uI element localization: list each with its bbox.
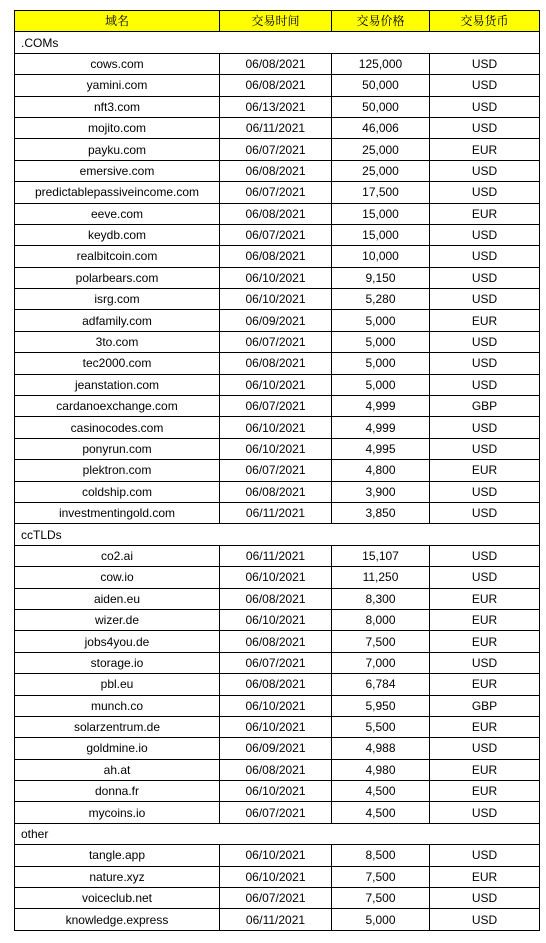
price-cell: 4,980 — [332, 759, 430, 780]
price-cell: 4,999 — [332, 396, 430, 417]
price-cell: 4,999 — [332, 417, 430, 438]
date-cell: 06/13/2021 — [220, 96, 332, 117]
table-row — [15, 224, 540, 245]
currency-cell: EUR — [430, 588, 540, 609]
domain-cell: jobs4you.de — [15, 631, 220, 652]
header-price: 交易价格 — [332, 11, 430, 32]
price-cell: 5,500 — [332, 716, 430, 737]
section-title: other — [15, 823, 540, 844]
date-cell: 06/08/2021 — [220, 203, 332, 224]
price-cell: 4,500 — [332, 781, 430, 802]
domain-cell: eeve.com — [15, 203, 220, 224]
table-row — [15, 417, 540, 438]
domain-cell: emersive.com — [15, 160, 220, 181]
domain-cell: goldmine.io — [15, 738, 220, 759]
table-row — [15, 866, 540, 887]
price-cell: 5,000 — [332, 353, 430, 374]
price-cell: 4,995 — [332, 438, 430, 459]
date-cell: 06/10/2021 — [220, 417, 332, 438]
date-cell: 06/08/2021 — [220, 75, 332, 96]
currency-cell: USD — [430, 438, 540, 459]
price-cell: 46,006 — [332, 117, 430, 138]
price-cell: 5,000 — [332, 331, 430, 352]
domain-cell: cow.io — [15, 567, 220, 588]
currency-cell: USD — [430, 374, 540, 395]
section-row — [15, 524, 540, 545]
price-cell: 6,784 — [332, 674, 430, 695]
table-row — [15, 674, 540, 695]
table-row — [15, 759, 540, 780]
price-cell: 7,500 — [332, 631, 430, 652]
table-row — [15, 567, 540, 588]
currency-cell: USD — [430, 224, 540, 245]
currency-cell: EUR — [430, 631, 540, 652]
currency-cell: EUR — [430, 139, 540, 160]
price-cell: 8,300 — [332, 588, 430, 609]
date-cell: 06/10/2021 — [220, 438, 332, 459]
price-cell: 5,000 — [332, 374, 430, 395]
table-row — [15, 545, 540, 566]
table-row — [15, 716, 540, 737]
table-row — [15, 460, 540, 481]
table-row — [15, 96, 540, 117]
table-row — [15, 631, 540, 652]
currency-cell: USD — [430, 289, 540, 310]
price-cell: 25,000 — [332, 139, 430, 160]
table-row — [15, 53, 540, 74]
table-row — [15, 203, 540, 224]
currency-cell: USD — [430, 246, 540, 267]
currency-cell: EUR — [430, 460, 540, 481]
date-cell: 06/07/2021 — [220, 182, 332, 203]
date-cell: 06/11/2021 — [220, 545, 332, 566]
table-row — [15, 182, 540, 203]
domain-cell: nft3.com — [15, 96, 220, 117]
currency-cell: USD — [430, 96, 540, 117]
price-cell: 50,000 — [332, 75, 430, 96]
currency-cell: EUR — [430, 759, 540, 780]
price-cell: 7,000 — [332, 652, 430, 673]
table-body — [15, 32, 540, 930]
currency-cell: USD — [430, 652, 540, 673]
price-cell: 5,280 — [332, 289, 430, 310]
currency-cell: USD — [430, 160, 540, 181]
date-cell: 06/07/2021 — [220, 396, 332, 417]
domain-cell: solarzentrum.de — [15, 716, 220, 737]
currency-cell: GBP — [430, 396, 540, 417]
domain-cell: nature.xyz — [15, 866, 220, 887]
domain-cell: predictablepassiveincome.com — [15, 182, 220, 203]
header-currency: 交易货币 — [430, 11, 540, 32]
domain-cell: payku.com — [15, 139, 220, 160]
table-row — [15, 139, 540, 160]
currency-cell: EUR — [430, 674, 540, 695]
price-cell: 15,107 — [332, 545, 430, 566]
currency-cell: USD — [430, 888, 540, 909]
domain-cell: polarbears.com — [15, 267, 220, 288]
domain-cell: munch.co — [15, 695, 220, 716]
date-cell: 06/08/2021 — [220, 353, 332, 374]
currency-cell: EUR — [430, 609, 540, 630]
date-cell: 06/07/2021 — [220, 802, 332, 823]
table-row — [15, 909, 540, 930]
domain-cell: knowledge.express — [15, 909, 220, 930]
date-cell: 06/10/2021 — [220, 289, 332, 310]
currency-cell: USD — [430, 267, 540, 288]
price-cell: 5,000 — [332, 310, 430, 331]
table-row — [15, 588, 540, 609]
currency-cell: EUR — [430, 310, 540, 331]
date-cell: 06/07/2021 — [220, 652, 332, 673]
domain-cell: wizer.de — [15, 609, 220, 630]
price-cell: 3,850 — [332, 502, 430, 523]
price-cell: 5,950 — [332, 695, 430, 716]
date-cell: 06/11/2021 — [220, 117, 332, 138]
currency-cell: USD — [430, 845, 540, 866]
date-cell: 06/10/2021 — [220, 695, 332, 716]
currency-cell: USD — [430, 331, 540, 352]
table-row — [15, 246, 540, 267]
domain-cell: storage.io — [15, 652, 220, 673]
date-cell: 06/07/2021 — [220, 460, 332, 481]
domain-cell: mycoins.io — [15, 802, 220, 823]
table-row — [15, 374, 540, 395]
date-cell: 06/10/2021 — [220, 866, 332, 887]
header-date: 交易时间 — [220, 11, 332, 32]
table-row — [15, 289, 540, 310]
section-title: ccTLDs — [15, 524, 540, 545]
table-row — [15, 396, 540, 417]
date-cell: 06/08/2021 — [220, 588, 332, 609]
date-cell: 06/08/2021 — [220, 759, 332, 780]
table-row — [15, 502, 540, 523]
date-cell: 06/07/2021 — [220, 224, 332, 245]
price-cell: 8,000 — [332, 609, 430, 630]
currency-cell: USD — [430, 909, 540, 930]
table-row — [15, 160, 540, 181]
date-cell: 06/07/2021 — [220, 331, 332, 352]
table-row — [15, 310, 540, 331]
date-cell: 06/10/2021 — [220, 267, 332, 288]
table-row — [15, 781, 540, 802]
domain-cell: tec2000.com — [15, 353, 220, 374]
table-row — [15, 353, 540, 374]
section-row — [15, 32, 540, 53]
date-cell: 06/08/2021 — [220, 481, 332, 502]
price-cell: 4,800 — [332, 460, 430, 481]
domain-sales-table — [14, 10, 540, 931]
price-cell: 125,000 — [332, 53, 430, 74]
domain-cell: isrg.com — [15, 289, 220, 310]
table-row — [15, 609, 540, 630]
date-cell: 06/10/2021 — [220, 845, 332, 866]
currency-cell: EUR — [430, 203, 540, 224]
currency-cell: EUR — [430, 716, 540, 737]
table-row — [15, 331, 540, 352]
domain-cell: donna.fr — [15, 781, 220, 802]
domain-cell: co2.ai — [15, 545, 220, 566]
domain-cell: ah.at — [15, 759, 220, 780]
table-row — [15, 267, 540, 288]
domain-cell: coldship.com — [15, 481, 220, 502]
table-row — [15, 845, 540, 866]
domain-cell: mojito.com — [15, 117, 220, 138]
domain-cell: cardanoexchange.com — [15, 396, 220, 417]
date-cell: 06/11/2021 — [220, 909, 332, 930]
date-cell: 06/08/2021 — [220, 160, 332, 181]
date-cell: 06/08/2021 — [220, 246, 332, 267]
currency-cell: EUR — [430, 866, 540, 887]
domain-cell: yamini.com — [15, 75, 220, 96]
price-cell: 7,500 — [332, 866, 430, 887]
table-row — [15, 652, 540, 673]
date-cell: 06/10/2021 — [220, 781, 332, 802]
currency-cell: USD — [430, 53, 540, 74]
currency-cell: USD — [430, 567, 540, 588]
header-domain: 域名 — [15, 11, 220, 32]
domain-cell: aiden.eu — [15, 588, 220, 609]
price-cell: 5,000 — [332, 909, 430, 930]
domain-cell: cows.com — [15, 53, 220, 74]
currency-cell: USD — [430, 481, 540, 502]
date-cell: 06/09/2021 — [220, 310, 332, 331]
date-cell: 06/08/2021 — [220, 53, 332, 74]
currency-cell: USD — [430, 75, 540, 96]
domain-cell: jeanstation.com — [15, 374, 220, 395]
date-cell: 06/07/2021 — [220, 139, 332, 160]
table-row — [15, 802, 540, 823]
price-cell: 15,000 — [332, 224, 430, 245]
currency-cell: USD — [430, 545, 540, 566]
table-row — [15, 481, 540, 502]
price-cell: 9,150 — [332, 267, 430, 288]
currency-cell: EUR — [430, 781, 540, 802]
domain-cell: casinocodes.com — [15, 417, 220, 438]
table-row — [15, 438, 540, 459]
date-cell: 06/11/2021 — [220, 502, 332, 523]
domain-cell: voiceclub.net — [15, 888, 220, 909]
date-cell: 06/10/2021 — [220, 716, 332, 737]
price-cell: 15,000 — [332, 203, 430, 224]
date-cell: 06/10/2021 — [220, 609, 332, 630]
price-cell: 10,000 — [332, 246, 430, 267]
price-cell: 3,900 — [332, 481, 430, 502]
price-cell: 17,500 — [332, 182, 430, 203]
domain-cell: investmentingold.com — [15, 502, 220, 523]
currency-cell: USD — [430, 502, 540, 523]
price-cell: 8,500 — [332, 845, 430, 866]
domain-cell: ponyrun.com — [15, 438, 220, 459]
date-cell: 06/09/2021 — [220, 738, 332, 759]
domain-cell: 3to.com — [15, 331, 220, 352]
table-row — [15, 117, 540, 138]
domain-cell: keydb.com — [15, 224, 220, 245]
currency-cell: USD — [430, 802, 540, 823]
price-cell: 7,500 — [332, 888, 430, 909]
price-cell: 4,500 — [332, 802, 430, 823]
table-row — [15, 738, 540, 759]
table-row — [15, 75, 540, 96]
domain-cell: tangle.app — [15, 845, 220, 866]
price-cell: 11,250 — [332, 567, 430, 588]
price-cell: 25,000 — [332, 160, 430, 181]
domain-cell: plektron.com — [15, 460, 220, 481]
currency-cell: USD — [430, 417, 540, 438]
price-cell: 50,000 — [332, 96, 430, 117]
domain-cell: adfamily.com — [15, 310, 220, 331]
date-cell: 06/10/2021 — [220, 567, 332, 588]
price-cell: 4,988 — [332, 738, 430, 759]
date-cell: 06/10/2021 — [220, 374, 332, 395]
currency-cell: USD — [430, 353, 540, 374]
date-cell: 06/08/2021 — [220, 631, 332, 652]
domain-cell: pbl.eu — [15, 674, 220, 695]
domain-cell: realbitcoin.com — [15, 246, 220, 267]
section-row — [15, 823, 540, 844]
table-row — [15, 888, 540, 909]
date-cell: 06/08/2021 — [220, 674, 332, 695]
currency-cell: GBP — [430, 695, 540, 716]
date-cell: 06/07/2021 — [220, 888, 332, 909]
table-row — [15, 695, 540, 716]
currency-cell: USD — [430, 182, 540, 203]
header-row — [15, 11, 540, 32]
currency-cell: USD — [430, 117, 540, 138]
section-title: .COMs — [15, 32, 540, 53]
currency-cell: USD — [430, 738, 540, 759]
